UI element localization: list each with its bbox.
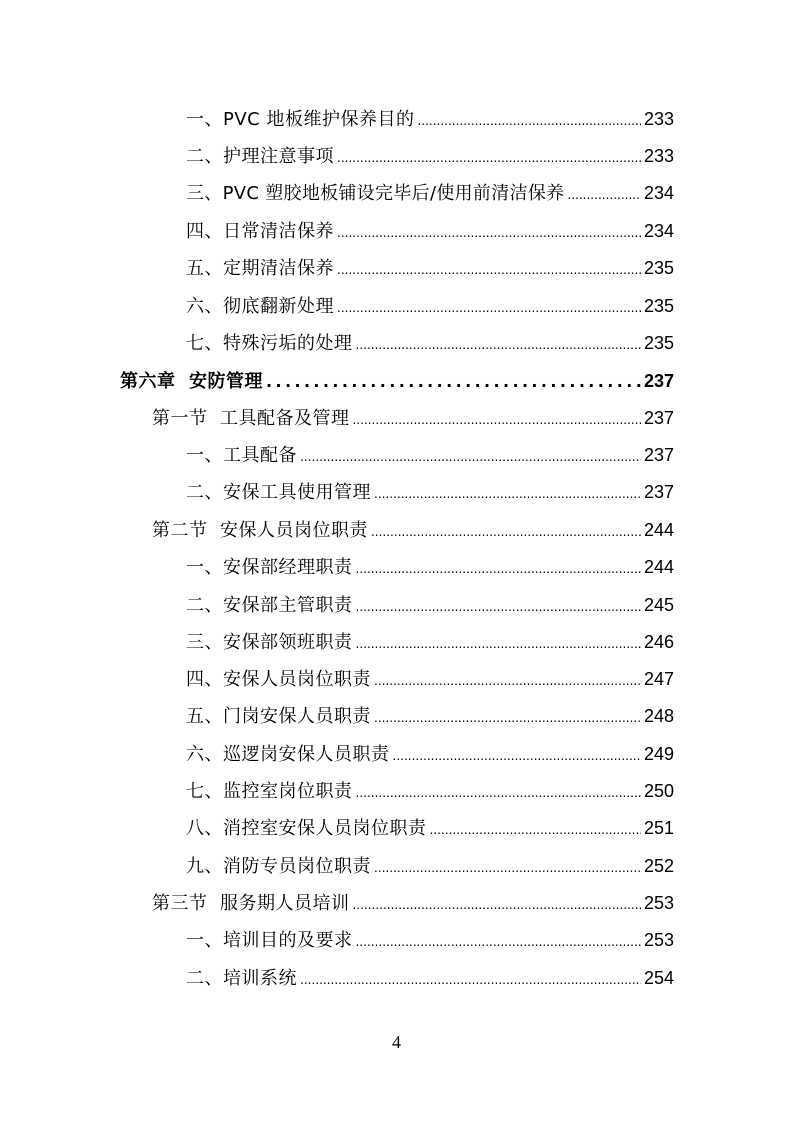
page-number: 4 [392,1032,401,1052]
toc-entry-page: 253 [643,930,674,950]
toc-entry[interactable] [186,963,674,993]
toc-entry[interactable] [186,776,674,806]
toc-leader-dots [356,554,641,584]
toc-entry-page: 237 [643,371,674,391]
toc-leader-dots [337,143,641,173]
toc-entry-label: 二、安保部主管职责 [186,595,353,616]
toc-entry[interactable] [186,925,674,955]
toc-entry-label: 四、日常清洁保养 [186,221,334,242]
toc-entry-label: 一、PVC 地板维护保养目的 [186,109,415,130]
toc-section-entry[interactable] [152,888,674,918]
toc-leader-dots [300,965,641,995]
toc-entry-page: 235 [643,333,674,353]
toc-entry-page: 254 [643,968,674,988]
toc-entry-page: 252 [643,856,674,876]
toc-leader-dots [393,741,641,771]
toc-entry[interactable] [186,216,674,246]
toc-entry[interactable] [186,291,674,321]
toc-entry[interactable] [186,552,674,582]
toc-entry-page: 235 [643,296,674,316]
toc-leader-dots [337,218,641,248]
toc-leader-dots [356,592,641,622]
toc-leader-dots [266,367,641,397]
toc-entry-page: 250 [643,781,674,801]
toc-entry-label: 一、工具配备 [186,445,297,466]
toc-entry-label: 五、定期清洁保养 [186,258,334,279]
toc-entry[interactable] [186,141,674,171]
toc-entry-page: 245 [643,595,674,615]
toc-entry-page: 237 [643,445,674,465]
toc-section-label: 第三节 服务期人员培训 [152,893,350,914]
toc-leader-dots [374,853,641,883]
toc-leader-dots [356,629,641,659]
toc-entry-label: 三、PVC 塑胶地板铺设完毕后/使用前清洁保养 [186,183,565,204]
toc-entry-page: 244 [643,557,674,577]
toc-leader-dots [417,106,640,136]
toc-section-entry[interactable] [152,515,674,545]
toc-entry-page: 248 [643,706,674,726]
toc-entry-label: 七、特殊污垢的处理 [186,333,353,354]
toc-leader-dots [337,293,641,323]
toc-entry-label: 一、安保部经理职责 [186,557,353,578]
toc-entry-label: 五、门岗安保人员职责 [186,706,371,727]
toc-section-label: 第一节 工具配备及管理 [152,408,350,429]
toc-leader-dots [430,815,641,845]
toc-leader-dots [337,255,641,285]
toc-entry-label: 二、培训系统 [186,968,297,989]
toc-chapter-entry[interactable] [120,366,674,396]
toc-entry[interactable] [186,664,674,694]
toc-leader-dots [374,703,641,733]
toc-entry-page: 247 [643,669,674,689]
toc-entry-page: 234 [643,221,674,241]
toc-entry[interactable] [186,253,674,283]
toc-entry-page: 249 [643,744,674,764]
toc-entry-label: 八、消控室安保人员岗位职责 [186,818,427,839]
toc-entry-label: 三、安保部领班职责 [186,632,353,653]
toc-leader-dots [374,666,641,696]
toc-entry-page: 233 [643,146,674,166]
toc-entry-page: 234 [643,183,674,203]
toc-leader-dots [352,405,641,435]
toc-leader-dots [352,890,641,920]
toc-section-label: 第二节 安保人员岗位职责 [152,520,368,541]
toc-entry-label: 九、消防专员岗位职责 [186,856,371,877]
toc-section-entry[interactable] [152,403,674,433]
toc-entry-page: 251 [643,818,674,838]
toc-entry[interactable] [186,627,674,657]
toc-entry[interactable] [186,813,674,843]
toc-entry[interactable] [186,477,674,507]
toc-entry-page: 237 [643,408,674,428]
toc-entry-label: 一、培训目的及要求 [186,930,353,951]
toc-leader-dots [356,330,641,360]
toc-entry-page: 237 [643,482,674,502]
toc-entry[interactable] [186,590,674,620]
toc-entry[interactable] [186,851,674,881]
toc-entry-page: 253 [643,893,674,913]
toc-entry[interactable] [186,178,674,208]
toc-leader-dots [374,479,641,509]
toc-entry-page: 246 [643,632,674,652]
toc-entry-label: 六、巡逻岗安保人员职责 [186,744,390,765]
toc-entry[interactable] [186,701,674,731]
toc-leader-dots [356,778,641,808]
toc-entry-label: 二、安保工具使用管理 [186,482,371,503]
toc-entry[interactable] [186,739,674,769]
toc-entry[interactable] [186,328,674,358]
toc-entry-label: 七、监控室岗位职责 [186,781,353,802]
toc-leader-dots [300,442,641,472]
toc-entry-label: 四、安保人员岗位职责 [186,669,371,690]
toc-entry-label: 二、护理注意事项 [186,146,334,167]
toc-leader-dots [356,927,641,957]
toc-chapter-label: 第六章 安防管理 [120,371,264,392]
toc-entry-label: 六、彻底翻新处理 [186,296,334,317]
toc-entry[interactable] [186,440,674,470]
toc-entry-page: 235 [643,258,674,278]
toc-entry[interactable] [186,104,674,134]
toc-entry-page: 233 [643,109,674,129]
toc-entry-page: 244 [643,520,674,540]
toc-leader-dots [567,180,641,210]
toc-leader-dots [371,517,641,547]
